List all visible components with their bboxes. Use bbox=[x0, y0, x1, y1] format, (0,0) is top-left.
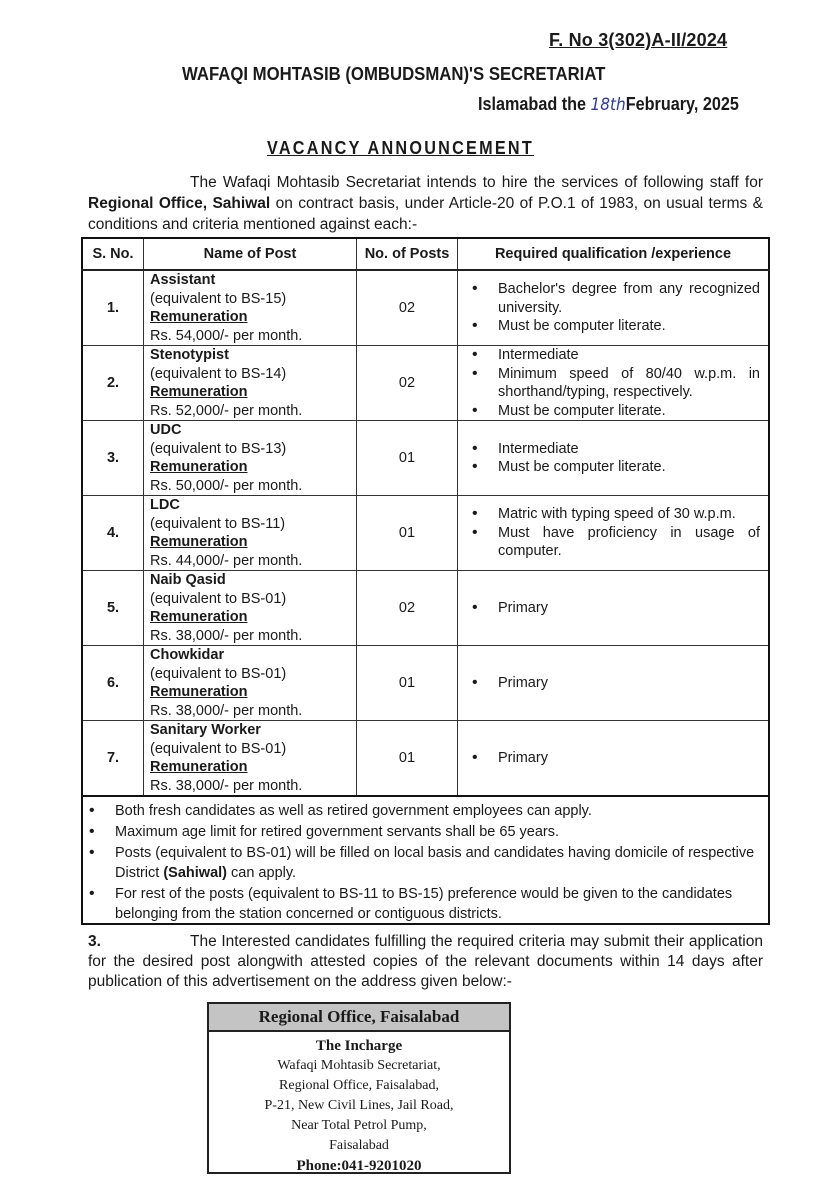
post-pay: Rs. 52,000/- per month. bbox=[150, 402, 303, 419]
post-name: LDC bbox=[150, 497, 180, 513]
qualification-cell bbox=[458, 721, 770, 797]
post-name: Sanitary Worker bbox=[150, 722, 261, 738]
post-count: 01 bbox=[357, 421, 458, 496]
table-row bbox=[82, 496, 769, 571]
post-name: Chowkidar bbox=[150, 647, 225, 663]
serial-number: 6. bbox=[82, 646, 144, 721]
file-number: F. No 3(302)A-II/2024 bbox=[549, 30, 728, 50]
notes-box bbox=[81, 795, 770, 925]
post-count: 01 bbox=[357, 721, 458, 797]
post-pay: Rs. 44,000/- per month. bbox=[150, 552, 303, 569]
qualification-list bbox=[468, 505, 760, 561]
post-pay: Rs. 50,000/- per month. bbox=[150, 477, 303, 494]
table-row bbox=[82, 421, 769, 496]
serial-number: 1. bbox=[82, 270, 144, 346]
post-name: Naib Qasid bbox=[150, 572, 226, 588]
post-cell bbox=[144, 496, 357, 571]
table-row bbox=[82, 346, 769, 421]
qualification-cell bbox=[458, 571, 770, 646]
post-cell bbox=[144, 270, 357, 346]
table-header-row bbox=[82, 238, 769, 270]
post-pay: Rs. 38,000/- per month. bbox=[150, 627, 303, 644]
header-qualification: Required qualification /experience bbox=[458, 238, 770, 270]
post-grade: (equivalent to BS-01) bbox=[150, 665, 287, 682]
qualification-item: • Intermediate bbox=[468, 440, 760, 459]
post-count: 02 bbox=[357, 346, 458, 421]
header-count: No. of Posts bbox=[357, 238, 458, 270]
remuneration-label: Remuneration bbox=[150, 309, 248, 325]
remuneration-label: Remuneration bbox=[150, 459, 248, 475]
note-item: • Posts (equivalent to BS-01) will be filled on local basis and candidates having domicile of respective District (Sahiwal) can apply. bbox=[83, 843, 768, 883]
address-line: Near Total Petrol Pump, bbox=[291, 1118, 427, 1133]
paragraph-number: 3. bbox=[88, 933, 101, 950]
address-line: Wafaqi Mohtasib Secretariat, bbox=[277, 1058, 441, 1073]
note-item: • Both fresh candidates as well as retired government employees can apply. bbox=[83, 801, 768, 821]
qualification-item: • Matric with typing speed of 30 w.p.m. bbox=[468, 505, 760, 524]
table-row bbox=[82, 571, 769, 646]
vacancy-table bbox=[81, 237, 770, 797]
serial-number: 4. bbox=[82, 496, 144, 571]
post-pay: Rs. 54,000/- per month. bbox=[150, 327, 303, 344]
address-line: Faisalabad bbox=[329, 1138, 389, 1153]
submission-paragraph bbox=[88, 932, 763, 992]
qualification-list bbox=[468, 599, 760, 618]
qualification-item: • Minimum speed of 80/40 w.p.m. in shorthand/typing, respectively. bbox=[468, 365, 760, 402]
post-cell bbox=[144, 346, 357, 421]
address-line: P-21, New Civil Lines, Jail Road, bbox=[264, 1098, 454, 1113]
qualification-list bbox=[468, 674, 760, 693]
remuneration-label: Remuneration bbox=[150, 609, 248, 625]
table-row bbox=[82, 646, 769, 721]
qualification-item: • Primary bbox=[468, 674, 760, 693]
header-post: Name of Post bbox=[144, 238, 357, 270]
note-item: • For rest of the posts (equivalent to BS-11 to BS-15) preference would be given to the candidates belonging from the station concerned or contiguous districts. bbox=[83, 884, 768, 924]
date-suffix: February, 2025 bbox=[625, 94, 739, 114]
serial-number: 5. bbox=[82, 571, 144, 646]
post-grade: (equivalent to BS-01) bbox=[150, 740, 287, 757]
post-count: 02 bbox=[357, 270, 458, 346]
address-phone: Phone:041-9201020 bbox=[296, 1158, 422, 1174]
post-grade: (equivalent to BS-15) bbox=[150, 290, 287, 307]
remuneration-label: Remuneration bbox=[150, 684, 248, 700]
post-cell bbox=[144, 646, 357, 721]
intro-text-1: The Wafaqi Mohtasib Secretariat intends to hire the services of following staff for bbox=[190, 174, 763, 191]
address-box bbox=[207, 1002, 511, 1174]
qualification-item: • Must be computer literate. bbox=[468, 402, 760, 421]
paragraph-text: The Interested candidates fulfilling the required criteria may submit their application for the desired post alongwith attested copies of the relevant documents within 14 days after publication of this advertisement on the address given below:- bbox=[88, 933, 763, 990]
post-name: Assistant bbox=[150, 272, 216, 288]
address-body bbox=[209, 1032, 509, 1176]
serial-number: 7. bbox=[82, 721, 144, 797]
qualification-item: • Primary bbox=[468, 749, 760, 768]
post-count: 02 bbox=[357, 571, 458, 646]
post-pay: Rs. 38,000/- per month. bbox=[150, 777, 303, 794]
intro-text-2: on contract basis, under Article-20 of P.O.1 of 1983, on usual terms & conditions and criteria mentioned against each:- bbox=[88, 195, 764, 233]
notes-list bbox=[83, 801, 768, 924]
post-count: 01 bbox=[357, 646, 458, 721]
qualification-cell bbox=[458, 646, 770, 721]
qualification-item: • Must have proficiency in usage of computer. bbox=[468, 524, 760, 561]
table-row bbox=[82, 721, 769, 797]
post-grade: (equivalent to BS-01) bbox=[150, 590, 287, 607]
header-sno: S. No. bbox=[82, 238, 144, 270]
post-grade: (equivalent to BS-14) bbox=[150, 365, 287, 382]
table-row bbox=[82, 270, 769, 346]
remuneration-label: Remuneration bbox=[150, 384, 248, 400]
post-count: 01 bbox=[357, 496, 458, 571]
address-heading: Regional Office, Faisalabad bbox=[209, 1004, 509, 1032]
organization-name: WAFAQI MOHTASIB (OMBUDSMAN)'S SECRETARIAT bbox=[182, 64, 606, 84]
post-cell bbox=[144, 421, 357, 496]
post-name: Stenotypist bbox=[150, 347, 229, 363]
qualification-cell bbox=[458, 421, 770, 496]
serial-number: 2. bbox=[82, 346, 144, 421]
post-grade: (equivalent to BS-11) bbox=[150, 515, 286, 532]
qualification-list bbox=[468, 749, 760, 768]
handwritten-date: 18th bbox=[590, 95, 626, 115]
post-cell bbox=[144, 571, 357, 646]
date-line bbox=[478, 94, 739, 115]
post-cell bbox=[144, 721, 357, 797]
date-prefix: Islamabad the bbox=[478, 94, 591, 114]
post-name: UDC bbox=[150, 422, 182, 438]
intro-office: Regional Office, Sahiwal bbox=[88, 195, 271, 212]
qualification-cell bbox=[458, 270, 770, 346]
qualification-list bbox=[468, 280, 760, 336]
post-pay: Rs. 38,000/- per month. bbox=[150, 702, 303, 719]
qualification-list bbox=[468, 440, 760, 477]
qualification-item: • Must be computer literate. bbox=[468, 317, 760, 336]
address-line: Regional Office, Faisalabad, bbox=[279, 1078, 439, 1093]
qualification-item: • Must be computer literate. bbox=[468, 458, 760, 477]
page-title: VACANCY ANNOUNCEMENT bbox=[267, 138, 535, 158]
serial-number: 3. bbox=[82, 421, 144, 496]
note-item: • Maximum age limit for retired government servants shall be 65 years. bbox=[83, 822, 768, 842]
qualification-item: • Primary bbox=[468, 599, 760, 618]
post-grade: (equivalent to BS-13) bbox=[150, 440, 287, 457]
qualification-list bbox=[468, 346, 760, 420]
qualification-cell bbox=[458, 496, 770, 571]
address-attention: The Incharge bbox=[315, 1038, 403, 1054]
qualification-item: • Intermediate bbox=[468, 346, 760, 365]
intro-paragraph bbox=[88, 172, 763, 235]
qualification-item: • Bachelor's degree from any recognized university. bbox=[468, 280, 760, 317]
remuneration-label: Remuneration bbox=[150, 534, 248, 550]
remuneration-label: Remuneration bbox=[150, 759, 248, 775]
qualification-cell bbox=[458, 346, 770, 421]
